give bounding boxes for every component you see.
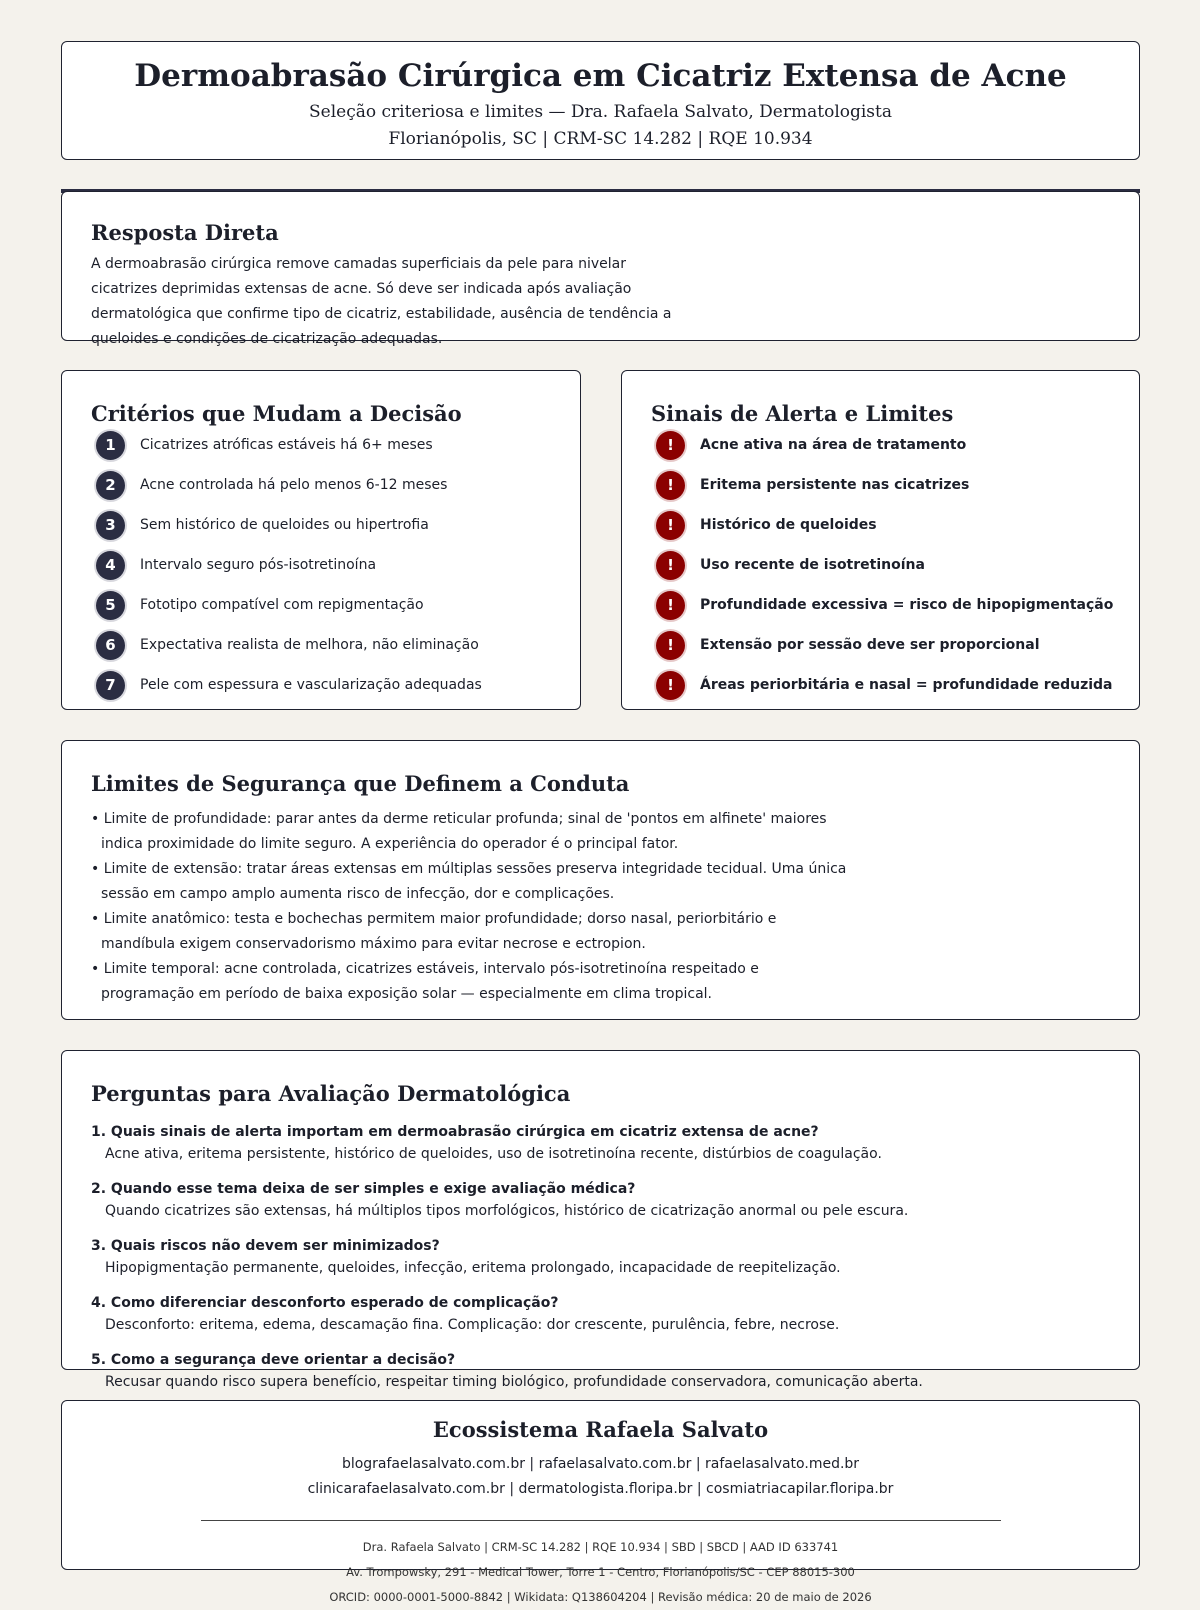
qa-item [91,1349,1131,1406]
list-item [656,545,1113,585]
list-item [656,625,1113,665]
list-item [656,465,1113,505]
footer-fine-print [62,1535,1139,1610]
qa-item [91,1178,1131,1235]
perguntas-card [61,1050,1140,1390]
list-item [96,625,482,665]
answer: Acne ativa, eritema persistente, histórico de queloides, uso de isotretinoína recente, distúrbios de coagulação. [105,1146,882,1162]
criterio-text: Cicatrizes atróficas estáveis há 6+ meses [140,437,433,453]
answer: Quando cicatrizes são extensas, há múltiplos tipos morfológicos, histórico de cicatrização anormal ou pele escura. [105,1203,909,1219]
list-item: • Limite de extensão: tratar áreas extensas em múltiplas sessões preserva integridade tecidual. Uma única sessão em campo amplo aumenta risco de infecção, dor e complicações. [91,857,851,907]
alert-icon: ! [656,471,685,500]
criterios-card [61,370,581,710]
ecossistema-links [62,1452,1139,1502]
criterios-list [96,425,482,705]
alerta-text: Acne ativa na área de tratamento [700,437,967,453]
limites-list [91,807,851,1007]
criterio-text: Expectativa realista de melhora, não eliminação [140,637,479,653]
qa-item [91,1121,1131,1178]
ids-line: ORCID: 0000-0001-5000-8842 | Wikidata: Q138604204 | Revisão médica: 20 de maio de 2026 [329,1590,872,1604]
limites-card [61,740,1140,1020]
qa-list [91,1121,1131,1406]
resposta-text: A dermoabrasão cirúrgica remove camadas superficiais da pele para nivelar cicatrizes deprimidas extensas de acne. Só deve ser indicada após avaliação dermatológica que confirme tipo de cicatriz, estabilidade, ausência de tendência a queloides e condições de cicatrização adequadas. [91,256,672,347]
criterio-text: Pele com espessura e vascularização adequadas [140,677,482,693]
alert-icon: ! [656,631,685,660]
limites-title: Limites de Segurança que Definem a Conduta [91,771,630,796]
question: 5. Como a segurança deve orientar a decisão? [91,1352,456,1368]
page-location: Florianópolis, SC | CRM-SC 14.282 | RQE 10.934 [388,129,813,149]
answer: Desconforto: eritema, edema, descamação fina. Complicação: dor crescente, purulência, febre, necrose. [105,1317,840,1333]
alerta-text: Eritema persistente nas cicatrizes [700,477,970,493]
alertas-title: Sinais de Alerta e Limites [651,401,954,426]
address-line: Av. Trompowsky, 291 - Medical Tower, Torre 1 - Centro, Florianópolis/SC - CEP 88015-300 [346,1565,855,1579]
criterio-text: Fototipo compatível com repigmentação [140,597,424,613]
question: 1. Quais sinais de alerta importam em dermoabrasão cirúrgica em cicatriz extensa de acne? [91,1124,819,1140]
header-card [61,41,1140,160]
page-subtitle: Seleção criteriosa e limites — Dra. Rafaela Salvato, Dermatologista [309,102,892,122]
alert-icon: ! [656,511,685,540]
alerta-text: Extensão por sessão deve ser proporcional [700,637,1040,653]
alerta-text: Histórico de queloides [700,517,877,533]
criterio-text: Acne controlada há pelo menos 6-12 meses [140,477,448,493]
question: 3. Quais riscos não devem ser minimizados? [91,1238,440,1254]
ecossistema-card [61,1400,1140,1604]
number-badge: 1 [96,431,125,460]
number-badge: 6 [96,631,125,660]
list-item [656,425,1113,465]
list-item [96,545,482,585]
number-badge: 7 [96,671,125,700]
list-item [656,585,1113,625]
answer: Hipopigmentação permanente, queloides, infecção, eritema prolongado, incapacidade de reepitelização. [105,1260,841,1276]
alertas-card [621,370,1140,710]
alert-icon: ! [656,671,685,700]
alertas-list [656,425,1113,705]
list-item [656,505,1113,545]
footer-divider [201,1520,1001,1521]
list-item [96,585,482,625]
alert-icon: ! [656,551,685,580]
number-badge: 3 [96,511,125,540]
alerta-text: Profundidade excessiva = risco de hipopigmentação [700,597,1114,613]
question: 4. Como diferenciar desconforto esperado de complicação? [91,1295,559,1311]
number-badge: 5 [96,591,125,620]
number-badge: 2 [96,471,125,500]
alert-icon: ! [656,431,685,460]
criterios-title: Critérios que Mudam a Decisão [91,401,462,426]
links-line: blografaelasalvato.com.br | rafaelasalvato.com.br | rafaelasalvato.med.br [341,1456,860,1472]
list-item [96,465,482,505]
alerta-text: Uso recente de isotretinoína [700,557,925,573]
list-item: • Limite de profundidade: parar antes da derme reticular profunda; sinal de 'pontos em alfinete' maiores indica proximidade do limite seguro. A experiência do operador é o principal fator. [91,807,851,857]
list-item [656,665,1113,705]
list-item [96,425,482,465]
question: 2. Quando esse tema deixa de ser simples e exige avaliação médica? [91,1181,636,1197]
resposta-direta-card [61,191,1140,347]
list-item [96,665,482,705]
credentials-line: Dra. Rafaela Salvato | CRM-SC 14.282 | RQE 10.934 | SBD | SBCD | AAD ID 633741 [362,1540,839,1554]
list-item [96,505,482,545]
criterio-text: Intervalo seguro pós-isotretinoína [140,557,377,573]
answer: Recusar quando risco supera benefício, respeitar timing biológico, profundidade conservadora, comunicação aberta. [105,1374,923,1390]
list-item: • Limite temporal: acne controlada, cicatrizes estáveis, intervalo pós-isotretinoína respeitado e programação em período de baixa exposição solar — especialmente em clima tropical. [91,957,851,1007]
criterio-text: Sem histórico de queloides ou hipertrofia [140,517,429,533]
ecossistema-title: Ecossistema Rafaela Salvato [432,1417,769,1442]
links-line: clinicarafaelasalvato.com.br | dermatologista.floripa.br | cosmiatriacapilar.floripa.br [307,1481,894,1497]
alert-icon: ! [656,591,685,620]
number-badge: 4 [96,551,125,580]
page-title: Dermoabrasão Cirúrgica em Cicatriz Extensa de Acne [134,58,1067,94]
list-item: • Limite anatômico: testa e bochechas permitem maior profundidade; dorso nasal, periorbitário e mandíbula exigem conservadorismo máximo para evitar necrose e ectropion. [91,907,851,957]
perguntas-title: Perguntas para Avaliação Dermatológica [91,1081,571,1106]
qa-item [91,1292,1131,1349]
qa-item [91,1235,1131,1292]
resposta-title: Resposta Direta [91,220,279,245]
alerta-text: Áreas periorbitária e nasal = profundidade reduzida [700,677,1113,693]
